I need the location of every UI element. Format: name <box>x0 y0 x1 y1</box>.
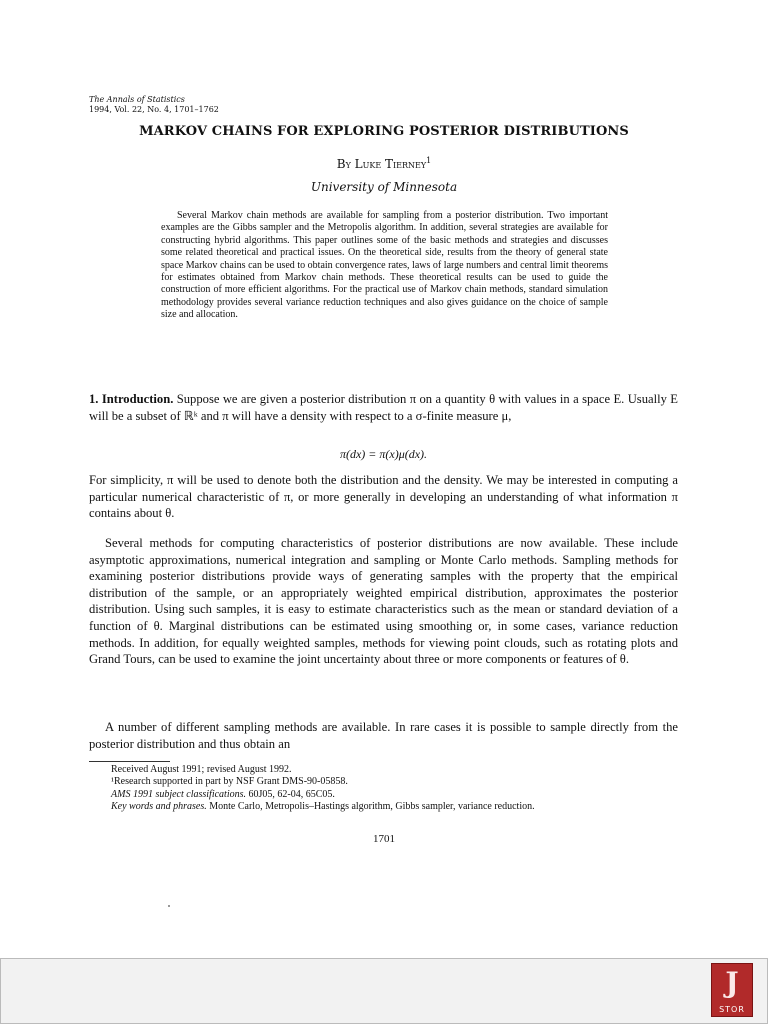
research-note: ¹Research supported in part by NSF Grant DMS-90-05858. <box>111 776 348 788</box>
abstract: Several Markov chain methods are available for sampling from a posterior distribution. Two important examples are the Gibbs sampler and the Metropolis algorithm. In addition, several strategies are available for constructing hybrid algorithms. This paper outlines some of the basic methods and strategies and discusses some related theoretical and practical issues. On the theoretical side, results from the theory of general state space Markov chains can be used to obtain convergence rates, laws of large numbers and central limit theorems for estimates obtained from Markov chain methods. These theoretical results can be used to guide the construction of more efficient algorithms. For the practical use of Markov chain methods, standard simulation methodology provides several variance reduction techniques and also gives guidance on the choice of sample size and allocation. <box>161 210 608 321</box>
journal-header <box>89 95 219 115</box>
journal-citation: 1994, Vol. 22, No. 4, 1701–1762 <box>89 105 219 114</box>
scan-speck <box>168 905 170 907</box>
ams-label: AMS 1991 subject classifications. <box>111 788 246 800</box>
ams-note <box>89 789 678 801</box>
intro-paragraph-1 <box>89 391 678 424</box>
paper-title: MARKOV CHAINS FOR EXPLORING POSTERIOR DISTRIBUTIONS <box>139 124 629 139</box>
intro-paragraph-3: Several methods for computing characteristics of posterior distributions are now available. These include asymptotic approximations, numerical integration and sampling or Monte Carlo methods. Sampling methods for examining posterior distributions provide ways of generating samples with the property that the empirical distribution of the sample, or an appropriately weighted empirical distribution, approximates the posterior distribution. Using such samples, it is easy to estimate characteristics such as the mean or standard deviation of a function of θ. Marginal distributions can be estimated using smoothing or, in some cases, variance reduction methods. In addition, for equally weighted samples, methods for viewing point clouds, such as rotating plots and Grand Tours, can be used to examine the joint uncertainty about three or more components or features of θ. <box>89 536 678 667</box>
viewer-footer-bar <box>0 958 768 1024</box>
author-line <box>0 156 768 171</box>
journal-name: The Annals of Statistics <box>89 95 185 104</box>
section-heading: 1. Introduction. <box>89 392 174 406</box>
ams-value: 60J05, 62-04, 65C05. <box>248 788 335 800</box>
jstor-logo-word: STOR <box>719 1005 745 1014</box>
author-footnote-mark: 1 <box>426 156 432 165</box>
display-equation: π(dx) = π(x)μ(dx). <box>339 447 428 461</box>
page-number: 1701 <box>373 833 395 845</box>
author-name: By Luke Tierney <box>336 157 427 171</box>
intro-paragraph-2: For simplicity, π will be used to denote both the distribution and the density. We may be interested in computing a particular numerical characteristic of π, or more generally in developing an understanding of what information π contains about θ. <box>89 473 678 521</box>
keywords-note <box>89 801 678 813</box>
footnote-rule <box>89 761 170 762</box>
jstor-logo-icon[interactable] <box>711 963 753 1017</box>
received-note: Received August 1991; revised August 1992. <box>111 764 292 775</box>
jstor-j-glyph: J <box>725 966 739 999</box>
intro-p1-text: Suppose we are given a posterior distribution π on a quantity θ with values in a space E. Usually E will be a subset of ℝᵏ and π will have a density with respect to a σ-finite measure μ, <box>89 392 678 423</box>
intro-paragraph-4: A number of different sampling methods are available. In rare cases it is possible to sample directly from the posterior distribution and thus obtain an <box>89 720 678 751</box>
footnotes <box>89 764 678 814</box>
keywords-value: Monte Carlo, Metropolis–Hastings algorithm, Gibbs sampler, variance reduction. <box>209 801 535 813</box>
affiliation: University of Minnesota <box>310 180 458 194</box>
keywords-label: Key words and phrases. <box>111 801 207 813</box>
